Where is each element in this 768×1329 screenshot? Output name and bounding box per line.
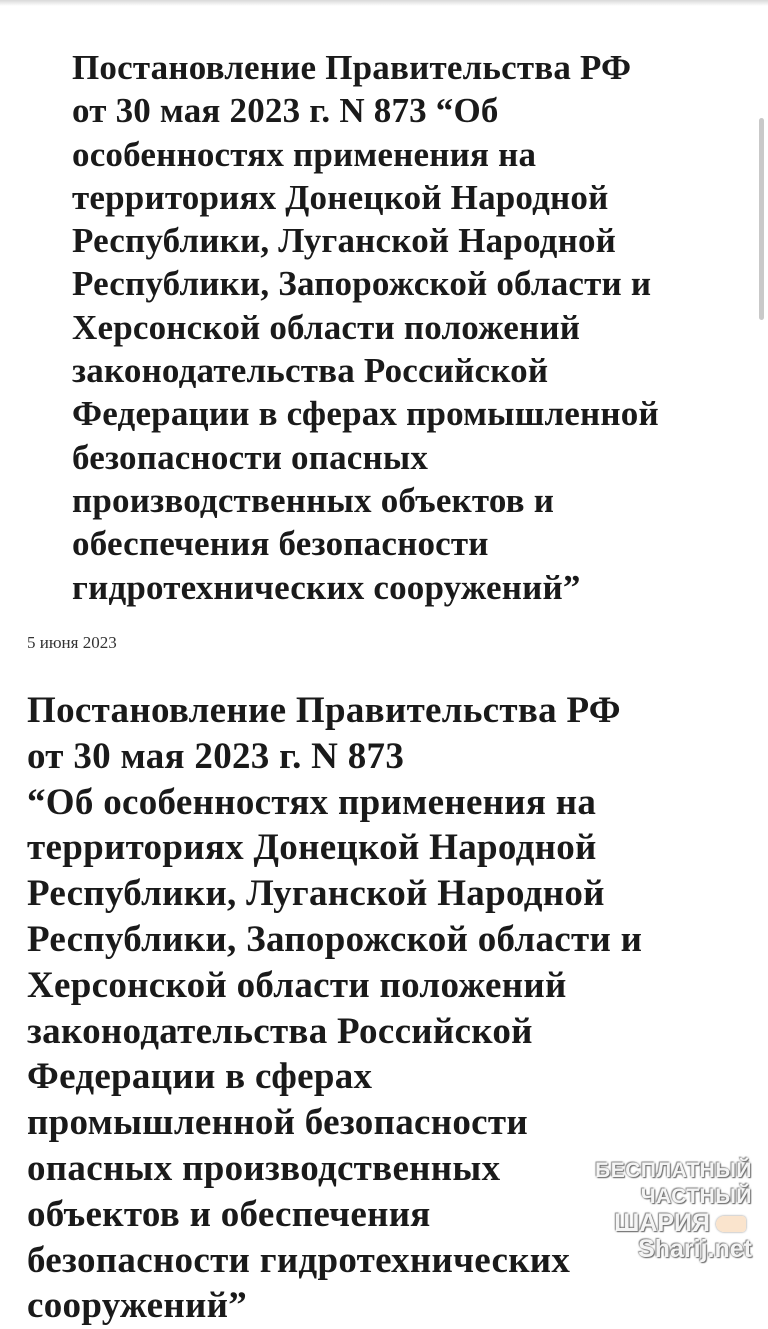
watermark-name: ШАРИЯ [614, 1209, 710, 1237]
publication-date: 5 июня 2023 [27, 633, 117, 652]
document-title: Постановление Правительства РФ от 30 мая 2023 г. N 873 “Об особенностях применения на территориях Донецкой Народной Республики, Луганской Народной Республики, Запорожской области и Херсонской области положений законодательства Российской Федерации в сферах промышленной безопасности опасных производственных объектов и обеспечения безопасности гидротехнических сооружений” [27, 690, 643, 1327]
scrollbar-thumb[interactable] [759, 118, 764, 320]
watermark-line2 [517, 1210, 752, 1262]
watermark-line1: БЕСПЛАТНЫЙ ЧАСТНЫЙ [595, 1159, 752, 1208]
watermark-site: Sharij.net [638, 1235, 752, 1263]
watermark-logo [517, 1158, 752, 1262]
sticky-header-title: Постановление Правительства РФ от 30 мая 2023 г. N 873 “Об особенностях применения на территориях Донецкой Народной Республики, Луганской Народной Республики, Запорожской области и Херсонской области положений законодательства Российской Федерации в сферах промышленной безопасности опасных производственных объектов и обеспечения безопасности гидротехнических сооружений” [72, 48, 659, 607]
top-edge-shadow [0, 0, 768, 6]
pointing-hand-icon [716, 1216, 746, 1232]
